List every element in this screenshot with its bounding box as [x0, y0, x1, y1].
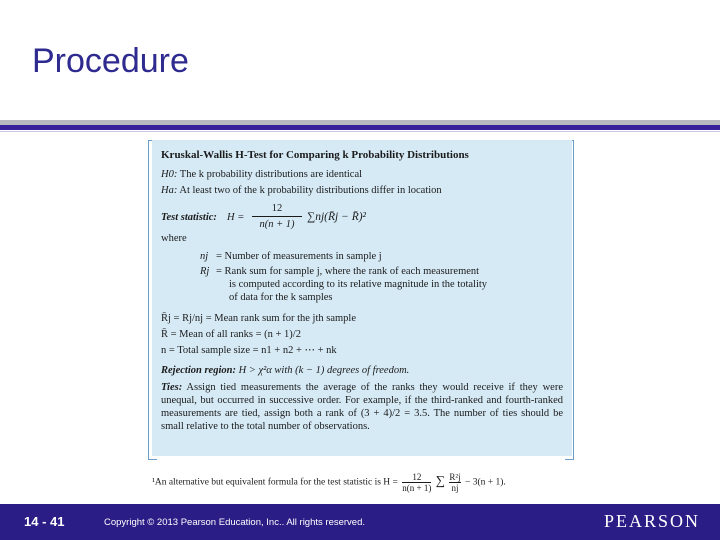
- rj-definition-line1: = Rank sum for sample j, where the rank of each measurement: [216, 266, 480, 277]
- footnote-text: ¹An alternative but equivalent formula for the test statistic is H =: [152, 477, 398, 488]
- slide-title: Procedure: [32, 42, 189, 80]
- box-heading: Kruskal-Wallis H-Test for Comparing k Probability Distributions: [161, 149, 469, 161]
- alternative-hypothesis: [161, 184, 442, 197]
- nj-symbol: nj: [200, 251, 209, 262]
- rejection-label: Rejection region:: [161, 365, 236, 376]
- mean-of-ranks-definition: R̄ = Mean of all ranks = (n + 1)/2: [161, 329, 301, 340]
- footnote-denominator: n(n + 1): [402, 483, 432, 493]
- rj-definition-line3: of data for the k samples: [229, 292, 333, 303]
- footnote: [152, 472, 506, 493]
- test-statistic-lhs: H =: [227, 212, 245, 223]
- rejection-region: [161, 364, 409, 377]
- ties-label: Ties:: [161, 382, 183, 393]
- title-divider-purple: [0, 125, 720, 130]
- page-number: 14 - 41: [24, 514, 65, 529]
- ties-text: Assign tied measurements the average of the ranks they would receive if they were unequal, but occurred in successive order. For example, if the third-ranked and fourth-ranked measurements are tied, assign both a rank of (3 + 4)/2 = 3.5. The number of ties should be small relative to the total number of observations.: [161, 382, 563, 432]
- footnote-sigma: ∑: [435, 472, 446, 488]
- footnote-sum-fraction: [449, 472, 460, 493]
- title-divider-thin: [0, 131, 720, 132]
- h0-text: The k probability distributions are identical: [179, 169, 363, 180]
- footnote-numerator: 12: [412, 472, 422, 482]
- nj-definition: = Number of measurements in sample j: [216, 251, 382, 262]
- ha-label: Ha:: [161, 185, 178, 196]
- total-sample-size-definition: n = Total sample size = n1 + n2 + ⋯ + nk: [161, 345, 337, 356]
- footnote-sum-numerator: R²j: [449, 472, 461, 482]
- footnote-sum-denominator: nj: [449, 482, 460, 493]
- h0-label: H0:: [161, 169, 178, 180]
- procedure-box: [152, 140, 572, 456]
- copyright-notice: Copyright © 2013 Pearson Education, Inc.. All rights reserved.: [104, 517, 365, 528]
- test-statistic-label: Test statistic:: [161, 212, 217, 223]
- test-statistic-fraction: [252, 202, 302, 231]
- footnote-fraction: [402, 472, 431, 493]
- test-statistic-numerator: 12: [271, 203, 283, 214]
- rj-symbol: Rj: [200, 266, 210, 277]
- footnote-tail: − 3(n + 1).: [464, 477, 506, 488]
- rejection-text: H > χ²α with (k − 1) degrees of freedom.: [238, 365, 410, 376]
- mean-rank-sum-definition: R̄j = Rj/nj = Mean rank sum for the jth sample: [161, 313, 356, 324]
- where-label: where: [161, 233, 187, 244]
- null-hypothesis: [161, 168, 362, 181]
- rj-definition-line2: is computed according to its relative magnitude in the totality: [229, 279, 488, 290]
- ha-text: At least two of the k probability distributions differ in location: [179, 185, 442, 196]
- fraction-bar: [252, 216, 302, 217]
- test-statistic-sum: ∑nj(R̄j − R̄)²: [307, 211, 367, 223]
- test-statistic-denominator: n(n + 1): [259, 219, 295, 230]
- ties-paragraph: [161, 381, 563, 433]
- pearson-logo: PEARSON: [604, 511, 701, 531]
